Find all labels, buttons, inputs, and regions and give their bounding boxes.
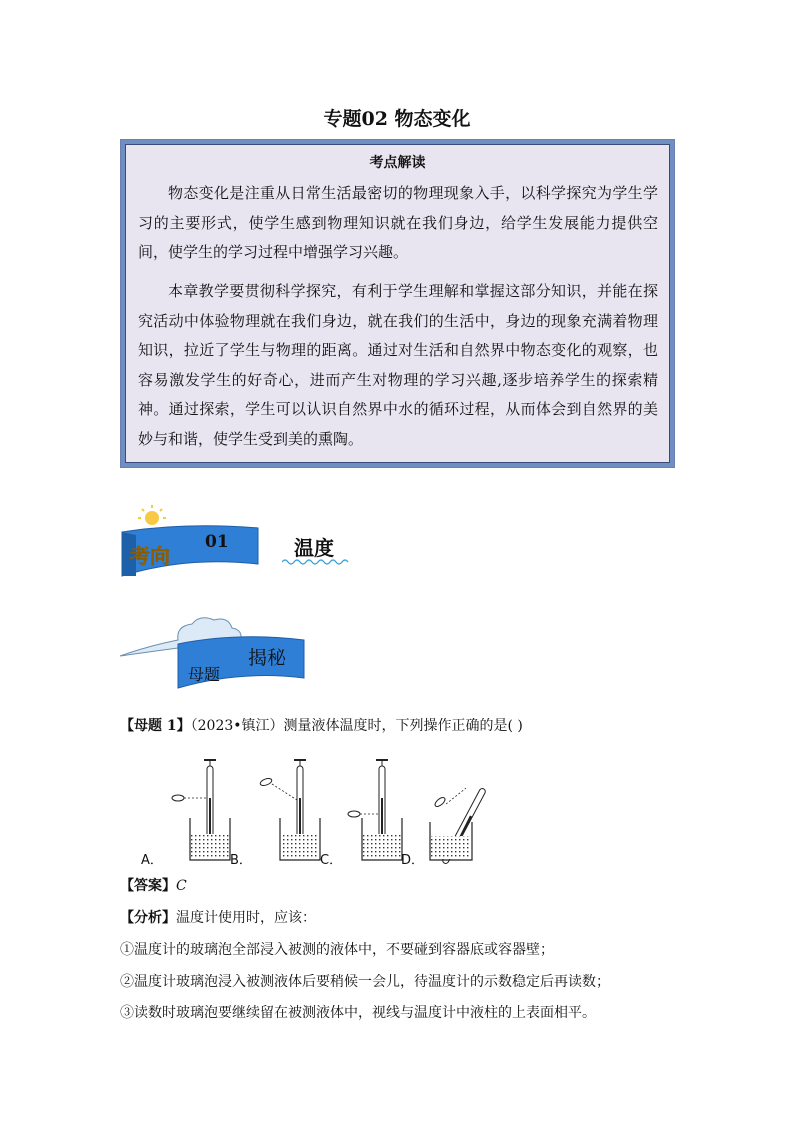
key-points-box [120,139,675,468]
section-badge-label: 考向 [130,544,170,568]
box-heading: 考点解读 [369,155,426,171]
analysis-intro: 温度计使用时，应该： [176,910,316,926]
section-number: 01 [205,532,229,552]
box-paragraph-1: 物态变化是注重从日常生活最密切的物理现象入手，以科学探究为学生学习的主要形式，使学生感到物理知识就在我们身边，给学生发展能力提供空间，使学生的学习过程中增强学习兴趣。 [138,184,658,262]
option-a-label: A． [141,853,163,868]
question-prefix: 【母题 1】 [120,718,191,734]
analysis-label: 【分析】 [120,910,176,926]
box-paragraph-2: 本章教学要贯彻科学探究，有利于学生理解和掌握这部分知识，并能在探究活动中体验物理就在我们身边，就在我们的生活中，身边的现象充满着物理知识，拉近了学生与物理的距离。通过对生活和自然界中物态变化的观察，也容易激发学生的好奇心，进而产生对物理的学习兴趣,逐步培养学生的探索精神。通过探索，学生可以认识自然界中水的循环过程，从而体会到自然界的美妙与和谐，使学生受到美的熏陶。 [138,282,658,448]
question-line [120,716,523,736]
answer-line [120,876,187,896]
answer-value: C [176,878,187,894]
option-c-label: C． [320,853,343,868]
option-b-diagram [259,760,320,860]
page-title: 专题02 物态变化 [323,108,471,130]
option-b-label: B． [230,853,252,868]
sub-badge [118,612,318,692]
option-d-diagram [430,788,486,865]
option-d-label: D． [401,853,425,868]
title-underline [282,558,352,566]
question-text: （2023•镇江）测量液体温度时，下列操作正确的是( ) [190,718,523,734]
sun-icon [138,505,166,525]
analysis-point-3: ③读数时玻璃泡要继续留在被测液体中，视线与温度计中液柱的上表面相平。 [120,1005,596,1021]
section-badge [116,502,266,580]
option-c-diagram [348,760,402,860]
sub-badge-word-1: 母题 [188,665,221,684]
analysis-point-1: ①温度计的玻璃泡全部浸入被测的液体中，不要碰到容器底或容器壁； [120,942,554,958]
answer-label: 【答案】 [120,878,176,894]
option-a-diagram [172,760,230,860]
section-title: 温度 [294,536,334,560]
analysis-point-2: ②温度计玻璃泡浸入被测液体后要稍候一会儿，待温度计的示数稳定后再读数； [120,974,610,990]
sub-badge-word-2: 揭秘 [248,647,287,669]
analysis-line [120,908,316,928]
